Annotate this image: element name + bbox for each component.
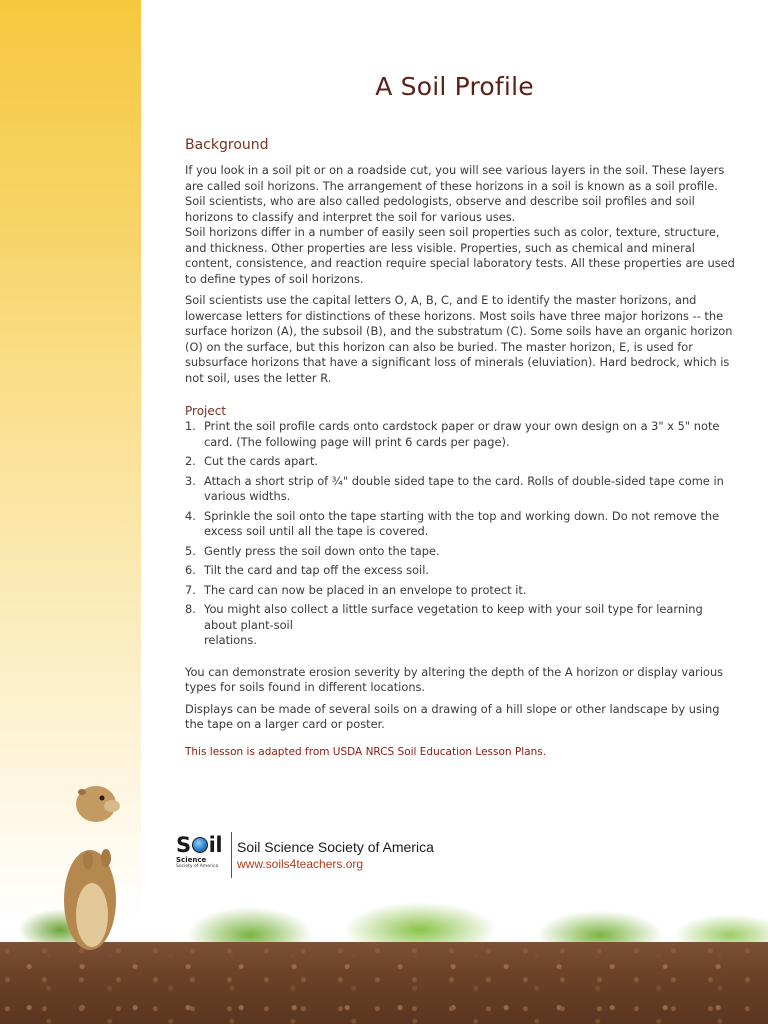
project-step	[185, 454, 735, 470]
step-number: 1.	[185, 419, 196, 433]
step-number: 7.	[185, 582, 196, 597]
project-step	[185, 544, 735, 560]
globe-icon	[192, 837, 208, 853]
step-text: Cut the cards apart.	[204, 454, 319, 468]
step-number: 6.	[185, 563, 196, 577]
project-step	[185, 474, 735, 505]
project-step	[185, 563, 735, 579]
step-text: The card can now be placed in an envelope to protect it.	[204, 582, 527, 597]
step-text-continued: relations.	[204, 633, 257, 647]
project-steps-list	[185, 419, 735, 649]
prairie-dog-illustration	[52, 780, 130, 950]
step-text: Gently press the soil down onto the tape.	[204, 543, 440, 558]
project-step	[185, 602, 735, 649]
background-heading: Background	[185, 137, 269, 153]
project-step	[185, 419, 735, 450]
step-text: Attach a short strip of ¾" double sided tape to the card. Rolls of double-sided tape come in various widths.	[204, 473, 724, 503]
logo-letter-s: S	[176, 833, 191, 857]
step-number: 8.	[185, 602, 196, 616]
step-number: 4.	[185, 508, 196, 523]
step-text: Sprinkle the soil onto the tape starting with the top and working down. Do not remove the excess soil until all the tape is covered.	[204, 508, 720, 538]
background-paragraph-1: If you look in a soil pit or on a roadside cut, you will see various layers in the soil. These layers are called soil horizons. The arrangement of these horizons in a soil is known as a soil profile. Soil scientists, who are also called pedologists, observe and describe soil profiles and soil horizons to classify and interpret the soil for various uses.	[185, 163, 725, 224]
background-paragraph-2: Soil horizons differ in a number of easily seen soil properties such as color, texture, structure, and thickness. Other properties are less visible. Properties, such as chemical and mineral content, consistence, and reaction require special laboratory tests. All these properties are used to define types of soil horizons.	[185, 225, 735, 286]
closing-paragraph-2: Displays can be made of several soils on a drawing of a hill slope or other landscape by using the tape on a larger card or poster.	[185, 701, 720, 731]
project-heading: Project	[185, 404, 227, 418]
ssa-logo[interactable]	[176, 832, 476, 880]
step-number: 3.	[185, 473, 196, 488]
step-text: You might also collect a little surface vegetation to keep with your soil type for learning about plant-soil	[204, 602, 703, 632]
organization-name: Soil Science Society of America	[237, 839, 434, 855]
step-text: Tilt the card and tap off the excess soil.	[204, 563, 429, 577]
closing-paragraph-1: You can demonstrate erosion severity by altering the depth of the A horizon or display various types for soils found in different locations.	[185, 664, 724, 694]
logo-society-label: Society of America	[176, 864, 219, 869]
main-content	[185, 137, 735, 766]
logo-science-label: Science	[176, 856, 207, 864]
step-number: 5.	[185, 543, 196, 558]
page-title: A Soil Profile	[375, 72, 534, 101]
project-step	[185, 509, 735, 540]
logo-divider	[231, 832, 232, 878]
project-step	[185, 583, 735, 599]
soil-strip	[0, 942, 768, 1024]
background-paragraph-3: Soil scientists use the capital letters O, A, B, C, and E to identify the master horizons, and lowercase letters for distinctions of these horizons. Most soils have three major horizons -- the surface horizon (A), the subsoil (B), and the substratum (C). Some soils have an organic horizon (O) on the surface, but this horizon can also be buried. The master horizon, E, is used for subsurface horizons that have a significant loss of minerals (eluviation). Hard bedrock, which is not soil, uses the letter R.	[185, 293, 733, 385]
soil-grass-illustration	[0, 860, 768, 1024]
step-number: 2.	[185, 454, 196, 468]
soil-logo-mark	[176, 834, 226, 876]
logo-letters-il: il	[208, 833, 223, 857]
step-text: Print the soil profile cards onto cardstock paper or draw your own design on a 3" x 5" note card. (The following page will print 6 cards per page).	[204, 419, 720, 449]
website-link[interactable]: www.soils4teachers.org	[237, 857, 364, 871]
source-credit: This lesson is adapted from USDA NRCS Soil Education Lesson Plans.	[185, 745, 547, 758]
